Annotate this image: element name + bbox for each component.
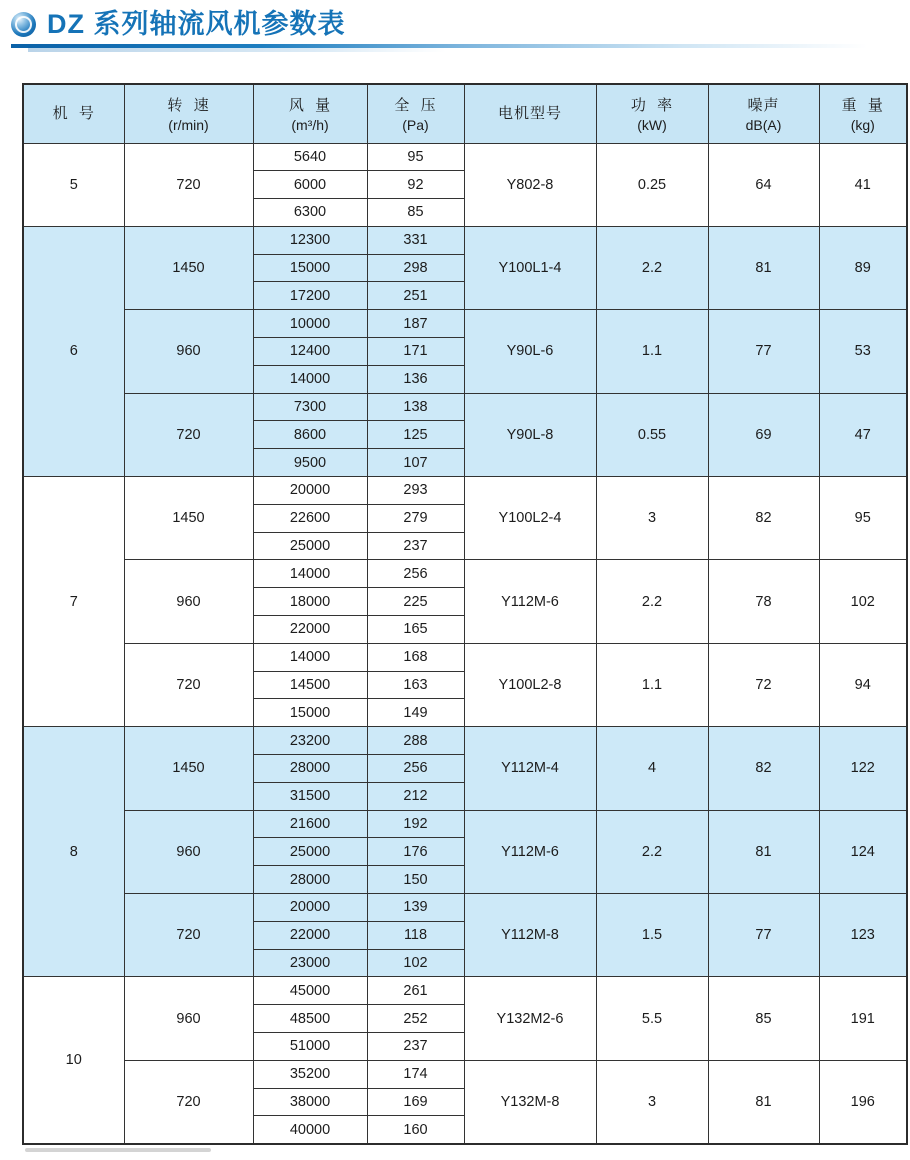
- cell-power: 4: [596, 727, 708, 810]
- table-row: [23, 894, 907, 922]
- cell-airflow: 14000: [253, 643, 367, 671]
- cell-speed: 1450: [124, 727, 253, 810]
- cell-noise: 72: [708, 643, 819, 726]
- cell-airflow: 51000: [253, 1033, 367, 1061]
- table-row: [23, 560, 907, 588]
- header-power: 功 率 (kW): [596, 84, 708, 143]
- cell-power: 0.55: [596, 393, 708, 476]
- cell-speed: 720: [124, 143, 253, 226]
- cell-speed: 960: [124, 810, 253, 893]
- cell-airflow: 23200: [253, 727, 367, 755]
- cell-noise: 85: [708, 977, 819, 1060]
- cell-speed: 720: [124, 393, 253, 476]
- cell-airflow: 14000: [253, 560, 367, 588]
- header-speed: 转 速 (r/min): [124, 84, 253, 143]
- cell-pressure: 256: [367, 560, 464, 588]
- cell-airflow: 25000: [253, 838, 367, 866]
- cell-airflow: 6300: [253, 199, 367, 227]
- title-underline-shadow: [28, 48, 446, 52]
- cell-model-no: 5: [23, 143, 124, 226]
- cell-airflow: 20000: [253, 894, 367, 922]
- cell-weight: 41: [819, 143, 907, 226]
- cell-motor-model: Y112M-6: [464, 560, 596, 643]
- cell-airflow: 22000: [253, 616, 367, 644]
- table-header: [23, 84, 907, 143]
- cell-weight: 53: [819, 310, 907, 393]
- cell-pressure: 331: [367, 226, 464, 254]
- page-title: DZ 系列轴流风机参数表: [47, 9, 346, 39]
- cell-weight: 102: [819, 560, 907, 643]
- table-row: [23, 1060, 907, 1088]
- table-row: [23, 977, 907, 1005]
- cell-airflow: 6000: [253, 171, 367, 199]
- cell-airflow: 48500: [253, 1005, 367, 1033]
- table-header-row: [23, 84, 907, 143]
- header-model-no: 机 号: [23, 84, 124, 143]
- table-row: [23, 643, 907, 671]
- cell-airflow: 10000: [253, 310, 367, 338]
- fan-parameter-table: [22, 83, 908, 1145]
- table-row: [23, 310, 907, 338]
- cell-noise: 78: [708, 560, 819, 643]
- cell-motor-model: Y100L2-8: [464, 643, 596, 726]
- cell-motor-model: Y100L1-4: [464, 226, 596, 309]
- cell-motor-model: Y112M-6: [464, 810, 596, 893]
- fan-table-body: [23, 143, 907, 1144]
- cell-motor-model: Y802-8: [464, 143, 596, 226]
- header-pressure: 全 压 (Pa): [367, 84, 464, 143]
- header-weight: 重 量 (kg): [819, 84, 907, 143]
- table-row: [23, 393, 907, 421]
- cell-weight: 124: [819, 810, 907, 893]
- cell-airflow: 31500: [253, 782, 367, 810]
- cell-pressure: 174: [367, 1060, 464, 1088]
- cell-airflow: 21600: [253, 810, 367, 838]
- cell-motor-model: Y112M-8: [464, 894, 596, 977]
- header-airflow: 风 量 (m³/h): [253, 84, 367, 143]
- cell-pressure: 288: [367, 727, 464, 755]
- cell-noise: 82: [708, 727, 819, 810]
- cell-noise: 77: [708, 894, 819, 977]
- cell-airflow: 18000: [253, 588, 367, 616]
- cell-motor-model: Y90L-8: [464, 393, 596, 476]
- cell-motor-model: Y132M-8: [464, 1060, 596, 1143]
- cell-airflow: 17200: [253, 282, 367, 310]
- cell-motor-model: Y100L2-4: [464, 477, 596, 560]
- cell-airflow: 12400: [253, 338, 367, 366]
- cell-airflow: 12300: [253, 226, 367, 254]
- cell-power: 5.5: [596, 977, 708, 1060]
- cell-speed: 1450: [124, 477, 253, 560]
- cell-pressure: 107: [367, 449, 464, 477]
- cell-speed: 720: [124, 894, 253, 977]
- cell-weight: 196: [819, 1060, 907, 1143]
- cell-airflow: 25000: [253, 532, 367, 560]
- cell-noise: 81: [708, 1060, 819, 1143]
- cell-weight: 191: [819, 977, 907, 1060]
- cell-power: 1.1: [596, 310, 708, 393]
- cell-airflow: 22000: [253, 921, 367, 949]
- cell-airflow: 15000: [253, 254, 367, 282]
- cell-pressure: 136: [367, 365, 464, 393]
- cell-motor-model: Y90L-6: [464, 310, 596, 393]
- cell-pressure: 169: [367, 1088, 464, 1116]
- cell-pressure: 85: [367, 199, 464, 227]
- cell-pressure: 298: [367, 254, 464, 282]
- cell-power: 3: [596, 1060, 708, 1143]
- cell-pressure: 212: [367, 782, 464, 810]
- cell-pressure: 187: [367, 310, 464, 338]
- cell-pressure: 150: [367, 866, 464, 894]
- cell-pressure: 171: [367, 338, 464, 366]
- cell-noise: 81: [708, 226, 819, 309]
- cell-airflow: 35200: [253, 1060, 367, 1088]
- cell-airflow: 7300: [253, 393, 367, 421]
- cell-pressure: 176: [367, 838, 464, 866]
- cell-airflow: 8600: [253, 421, 367, 449]
- cell-model-no: 8: [23, 727, 124, 977]
- cell-airflow: 38000: [253, 1088, 367, 1116]
- table-row: [23, 226, 907, 254]
- cell-noise: 82: [708, 477, 819, 560]
- cell-weight: 47: [819, 393, 907, 476]
- cell-pressure: 237: [367, 532, 464, 560]
- cell-speed: 960: [124, 977, 253, 1060]
- cell-speed: 720: [124, 643, 253, 726]
- header-motor-model: 电机型号: [464, 84, 596, 143]
- table-row: [23, 810, 907, 838]
- cell-weight: 95: [819, 477, 907, 560]
- cell-noise: 77: [708, 310, 819, 393]
- table-row: [23, 477, 907, 505]
- cell-pressure: 139: [367, 894, 464, 922]
- cell-pressure: 252: [367, 1005, 464, 1033]
- table-row: [23, 727, 907, 755]
- cell-speed: 720: [124, 1060, 253, 1143]
- cell-pressure: 165: [367, 616, 464, 644]
- cell-airflow: 23000: [253, 949, 367, 977]
- page-header: [11, 11, 346, 38]
- cell-power: 2.2: [596, 560, 708, 643]
- cell-pressure: 256: [367, 755, 464, 783]
- cell-airflow: 14500: [253, 671, 367, 699]
- cell-noise: 64: [708, 143, 819, 226]
- cell-pressure: 192: [367, 810, 464, 838]
- cell-airflow: 45000: [253, 977, 367, 1005]
- table-row: [23, 143, 907, 171]
- cell-model-no: 7: [23, 477, 124, 727]
- cell-pressure: 163: [367, 671, 464, 699]
- cell-pressure: 102: [367, 949, 464, 977]
- cell-model-no: 10: [23, 977, 124, 1144]
- cell-power: 2.2: [596, 810, 708, 893]
- cell-airflow: 9500: [253, 449, 367, 477]
- cell-noise: 69: [708, 393, 819, 476]
- cell-model-no: 6: [23, 226, 124, 476]
- cell-power: 2.2: [596, 226, 708, 309]
- cell-speed: 1450: [124, 226, 253, 309]
- cell-power: 1.5: [596, 894, 708, 977]
- cell-weight: 123: [819, 894, 907, 977]
- cell-pressure: 261: [367, 977, 464, 1005]
- cell-power: 1.1: [596, 643, 708, 726]
- cell-weight: 122: [819, 727, 907, 810]
- cell-pressure: 225: [367, 588, 464, 616]
- cell-pressure: 293: [367, 477, 464, 505]
- cell-noise: 81: [708, 810, 819, 893]
- cell-airflow: 20000: [253, 477, 367, 505]
- cell-pressure: 95: [367, 143, 464, 171]
- cell-pressure: 149: [367, 699, 464, 727]
- cell-airflow: 15000: [253, 699, 367, 727]
- cell-airflow: 14000: [253, 365, 367, 393]
- cell-weight: 89: [819, 226, 907, 309]
- cell-airflow: 22600: [253, 504, 367, 532]
- cell-pressure: 138: [367, 393, 464, 421]
- cell-speed: 960: [124, 310, 253, 393]
- cell-pressure: 160: [367, 1116, 464, 1144]
- page-scan-smudge: [25, 1148, 211, 1152]
- cell-pressure: 237: [367, 1033, 464, 1061]
- cell-pressure: 251: [367, 282, 464, 310]
- cell-pressure: 125: [367, 421, 464, 449]
- cell-power: 3: [596, 477, 708, 560]
- cell-power: 0.25: [596, 143, 708, 226]
- cell-motor-model: Y132M2-6: [464, 977, 596, 1060]
- header-noise: 噪声 dB(A): [708, 84, 819, 143]
- cell-airflow: 40000: [253, 1116, 367, 1144]
- cell-speed: 960: [124, 560, 253, 643]
- cell-airflow: 5640: [253, 143, 367, 171]
- cell-pressure: 118: [367, 921, 464, 949]
- cell-airflow: 28000: [253, 866, 367, 894]
- cell-motor-model: Y112M-4: [464, 727, 596, 810]
- cell-pressure: 279: [367, 504, 464, 532]
- cell-pressure: 168: [367, 643, 464, 671]
- cell-pressure: 92: [367, 171, 464, 199]
- cell-weight: 94: [819, 643, 907, 726]
- cell-airflow: 28000: [253, 755, 367, 783]
- bullseye-bullet-icon: [11, 12, 36, 37]
